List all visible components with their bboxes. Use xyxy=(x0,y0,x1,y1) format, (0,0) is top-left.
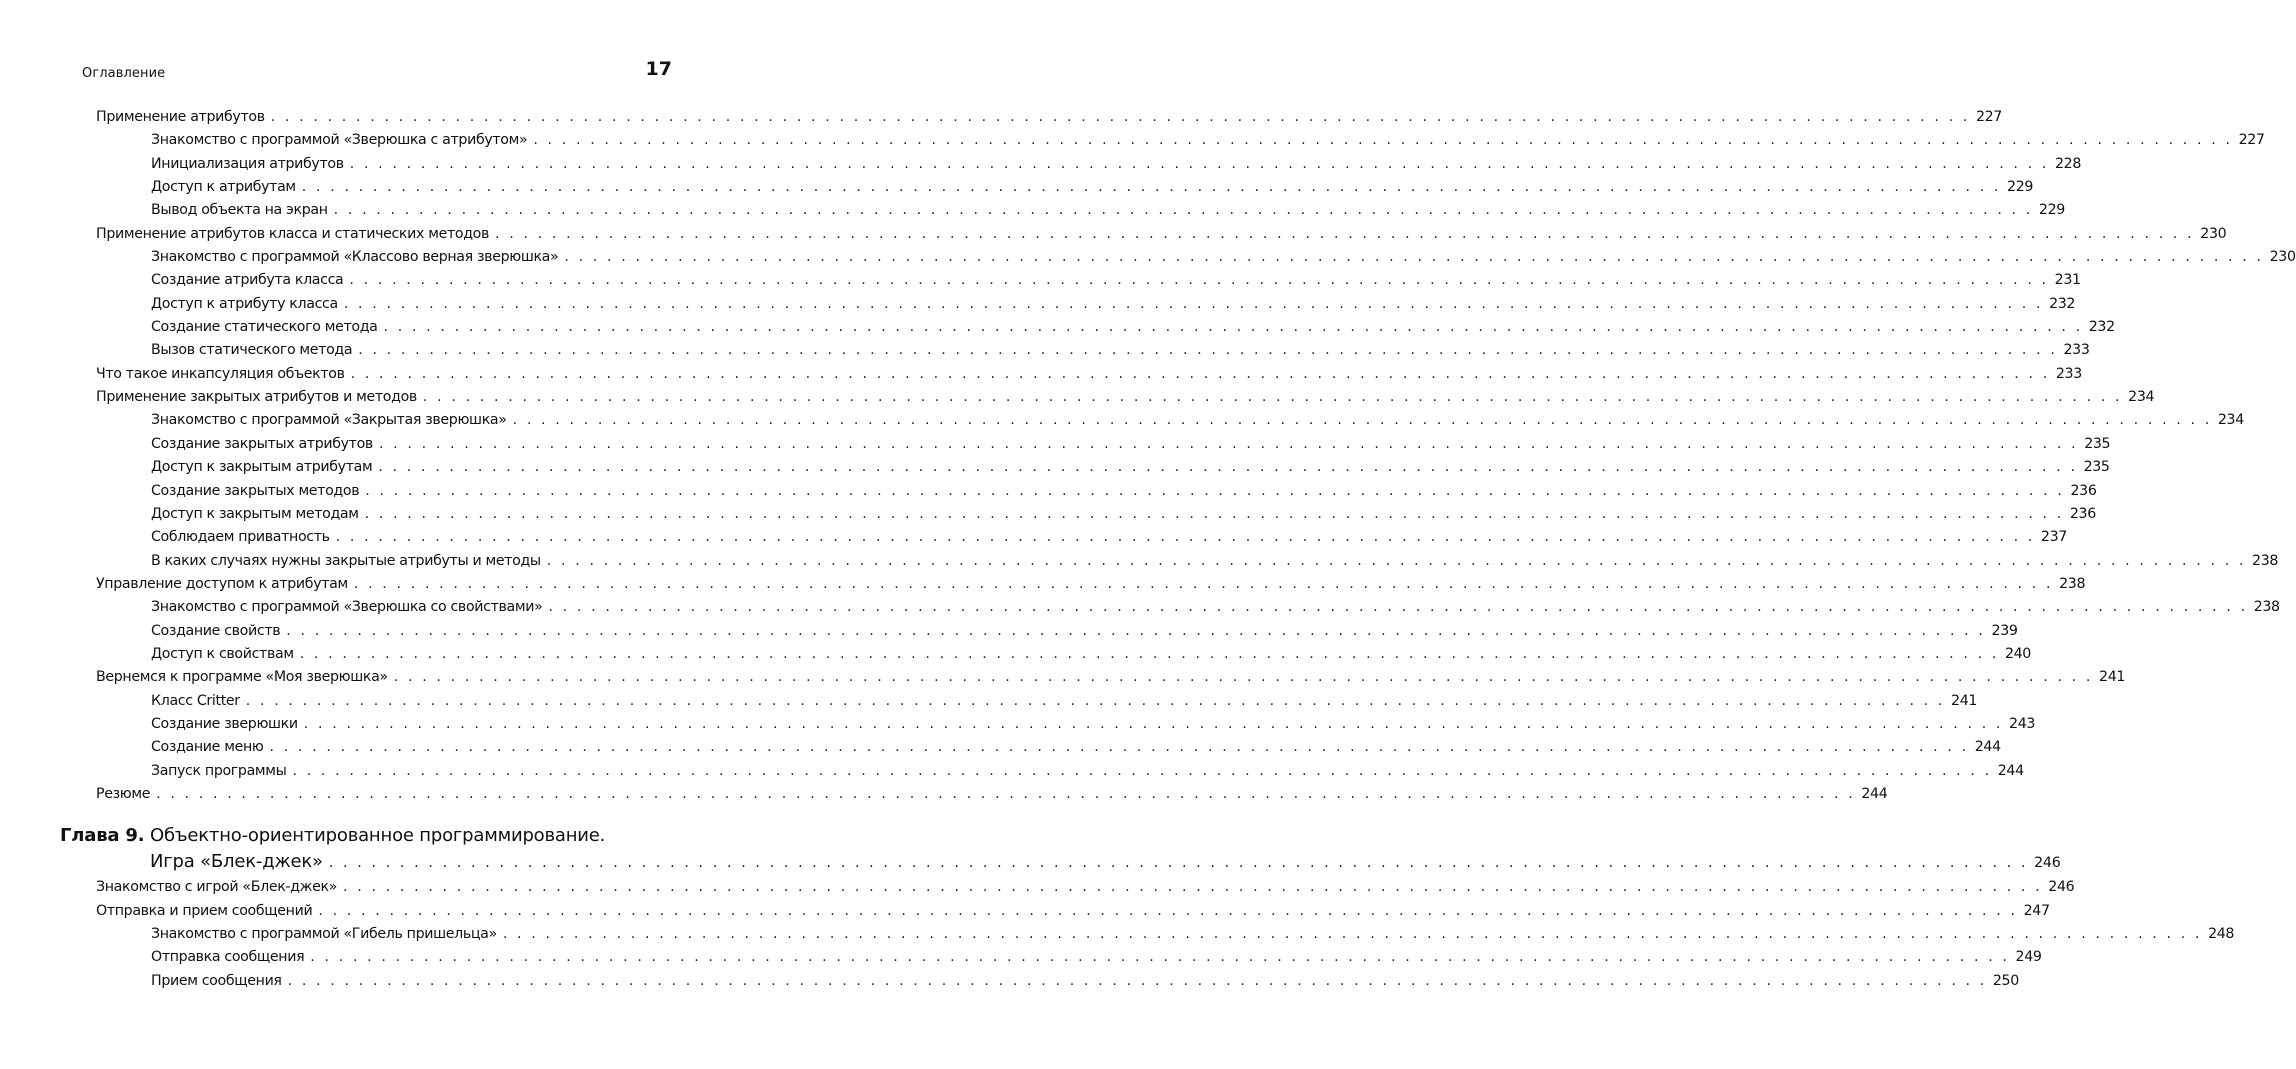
chapter-page: 246 xyxy=(2034,855,2061,872)
leader-dots: . . . . . . . . . . . . . . . . . . . . . . . . . . . . . . . . . . . . . . . . . . . . . . . . . . . . . . . . . . . . . . . . . . . . . . . . . . . . . . . . . . . . . . . . . . . . . . . . . . . . . . . . . . . . . . . . . . . . . . . . xyxy=(422,389,2123,406)
toc-entry-page: 250 xyxy=(1992,972,2019,989)
toc-entry-title: Доступ к закрытым методам xyxy=(151,505,359,522)
toc-entry-page: 231 xyxy=(2054,272,2081,289)
leader-dots: . . . . . . . . . . . . . . . . . . . . . . . . . . . . . . . . . . . . . . . . . . . . . . . . . . . . . . . . . . . . . . . . . . . . . . . . . . . . . . . . . . . . . . . . . . . . . . . . . . . . . . . . . . . . . . . . . . . . . . . . xyxy=(156,785,1856,802)
toc-entry-title: Знакомство с программой «Классово верная зверюшка» xyxy=(151,249,559,266)
leader-dots: . . . . . . . . . . . . . . . . . . . . . . . . . . . . . . . . . . . . . . . . . . . . . . . . . . . . . . . . . . . . . . . . . . . . . . . . . . . . . . . . . . . . . . . . . . . . . . . . . . . . . . . . . . . . . . . . . . . . . . . . xyxy=(349,155,2049,172)
leader-dots: . . . . . . . . . . . . . . . . . . . . . . . . . . . . . . . . . . . . . . . . . . . . . . . . . . . . . . . . . . . . . . . . . . . . . . . . . . . . . . . . . . . . . . . . . . . . . . . . . . . . . . . . . . . . . . . . . . . . . . . . xyxy=(303,715,2004,732)
toc-group-chapter-9 xyxy=(0,879,2235,996)
leader-dots: . . . . . . . . . . . . . . . . . . . . . . . . . . . . . . . . . . . . . . . . . . . . . . . . . . . . . . . . . . . . . . . . . . . . . . . . . . . . . . . . . . . . . . . . . . . . . . . . . . . . . . . . . . . . . . . . . . . . . . . . xyxy=(349,272,2049,289)
toc-entry-title: Вызов статического метода xyxy=(151,342,353,359)
toc-subsection-entry[interactable] xyxy=(151,295,2076,319)
leader-dots: . . . . . . . . . . . . . . . . . . . . . . . . . . . . . . . . . . . . . . . . . . . . . . . . . . . . . . . . . . . . . . . . . . . . . . . . . . . . . . . . . . . . . . . . . . . . . . . . . . . . . . . . . . . . . . . . . . . . . . . . xyxy=(546,552,2247,569)
leader-dots: . . . . . . . . . . . . . . . . . . . . . . . . . . . . . . . . . . . . . . . . . . . . . . . . . . . . . . . . . . . . . . . . . . . . . . . . . . . . . . . . . . . . . . . . . . . . . . . . . . . . . . . . . . . . . . . . . . . . . . . . xyxy=(335,529,2035,546)
toc-entry-title: Запуск программы xyxy=(151,762,287,779)
toc-entry-title: Создание зверюшки xyxy=(151,715,298,732)
toc-entry-page: 248 xyxy=(2208,926,2235,942)
toc-subsection-entry[interactable] xyxy=(151,762,2024,786)
page-number: 17 xyxy=(645,58,672,80)
leader-dots: . . . . . . . . . . . . . . . . . . . . . . . . . . . . . . . . . . . . . . . . . . . . . . . . . . . . . . . . . . . . . . . . . . . . . . . . . . . . . . . . . . . . . . . . . . . . . . . . . . . . . . . . . . . . . . . . . . . . . . . . xyxy=(310,949,2010,966)
chapter-number: Глава 9. xyxy=(60,825,145,847)
leader-dots: . . . . . . . . . . . . . . . . . . . . . . . . . . . . . . . . . . . . . . . . . . . . . . . . . . . . . . . . . . . . . . . . . . . . . . . . . . . . . . . . . . . . . . . . . . . . . . . . . . . . . . . . . . . . . . . . . . . . . . . . xyxy=(495,225,2195,242)
toc-entry-page: 244 xyxy=(1997,762,2024,779)
toc-subsection-entry[interactable] xyxy=(151,692,1978,716)
toc-entry-title: Доступ к свойствам xyxy=(151,645,294,662)
toc-subsection-entry[interactable] xyxy=(151,739,2001,762)
leader-dots: . . . . . . . . . . . . . . . . . . . . . . . . . . . . . . . . . . . . . . . . . . . . . . . . . . . . . . . . . . . . . . . . . . . . . . . . . . . . . . . . . . . . . . . . . . . . . . . . . . . . . . . . . . . . . . . . . . . . . . . . xyxy=(292,762,1992,779)
toc-entry-page: 243 xyxy=(2009,715,2036,732)
toc-entry-page: 246 xyxy=(2048,879,2075,896)
toc-entry-title: Создание закрытых атрибутов xyxy=(151,435,373,452)
toc-entry-page: 228 xyxy=(2054,155,2081,172)
leader-dots: . . . . . . . . . . . . . . . . . . . . . . . . . . . . . . . . . . . . . . . . . . . . . . . . . . . . . . . . . . . . . . . . . . . . . . . . . . . . . . . . . . . . . . . . . . . . . . . . . . . . . . . . . . . . . . . . . . . . . . . . xyxy=(343,295,2044,312)
chapter-title-line1: Объектно-ориентированное программирование. xyxy=(150,825,606,847)
toc-entry-page: 229 xyxy=(2038,202,2065,219)
toc-entry-page: 229 xyxy=(2007,179,2034,196)
toc-entry-page: 241 xyxy=(2099,669,2126,686)
leader-dots: . . . . . . . . . . . . . . . . . . . . . . . . . . . . . . . . . . . . . . . . . . . . . . . . . . . . . . . . . . . . . . . . . . . . . . . . . . . . . . . . . . . . . . . . . . . . . . . . . . . . . . . . . . . . . . . . . . . . . . . . xyxy=(393,669,2094,686)
leader-dots: . . . . . . . . . . . . . . . . . . . . . . . . . . . . . . . . . . . . . . . . . . . . . . . . . . . . . . . . . . . . . . . . . . . . . . . . . . . . . . . . . . . . . . . . . . . . . . . . . . . . . . . . . . . . . . . . . . . . . . . . xyxy=(270,109,1970,125)
chapter-title-line2: Игра «Блек-джек» xyxy=(150,851,323,873)
leader-dots: . . . . . . . . . . . . . . . . . . . . . . . . . . . . . . . . . . . . . . . . . . . . . . . . . . . . . . . . . . . . . . . . . . . . . . . . . . . . . . . . . . . . . . . . . . . . . . . . . . . . . . . . . . . . . . . . . . . . . . . . xyxy=(378,459,2078,476)
toc-entry-title: Управление доступом к атрибутам xyxy=(96,575,348,592)
toc-subsection-entry[interactable] xyxy=(151,179,2034,202)
toc-entry-title: Применение атрибутов класса и статических методов xyxy=(96,225,490,242)
toc-entry-title: Создание закрытых методов xyxy=(151,482,360,499)
toc-entry-title: Знакомство с программой «Зверюшка со свойствами» xyxy=(151,599,543,616)
toc-section-entry[interactable] xyxy=(96,902,2050,926)
leader-dots: . . . . . . . . . . . . . . . . . . . . . . . . . . . . . . . . . . . . . . . . . . . . . . . . . . . . . . . . . . . . . . . . . . . . . . . . . . . . . . . . . . . . . . . . . . . . . . . . . . . . . . . . . . . . . . . . . . . . . . . . xyxy=(564,249,2264,266)
toc-entry-title: Доступ к атрибутам xyxy=(151,179,296,196)
leader-dots: . . . . . . . . . . . . . . . . . . . . . . . . . . . . . . . . . . . . . . . . . . . . . . . . . . . . . . . . . . . . . . . . . . . . . . . . . . . . . . . . . . . . . . . . . . . . . . . . . . . . . . . . . . . . . . . . . . . . . . . . xyxy=(364,505,2064,522)
leader-dots: . . . . . . . . . . . . . . . . . . . . . . . . . . . . . . . . . . . . . . . . . . . . . . . . . . . . . . . . . . . . . . . . . . . . . . . . . . . . . . . . . . . . . . . . . . . . . . . . . . . . . . . . . . . . . . . . . . . . . . . . xyxy=(548,599,2248,616)
leader-dots: . . . . . . . . . . . . . . . . . . . . . . . . . . . . . . . . . . . . . . . . . . . . . . . . . . . . . . . . . . . . . . . . . . . . . . . . . . . . . . . . . . . . . . . . . . . . . . . . . . . . . . . . . . . . . . . . . . . . . . . . xyxy=(301,179,2002,196)
toc-subsection-entry[interactable] xyxy=(151,972,2019,996)
toc-subsection-entry[interactable] xyxy=(151,949,2042,972)
toc-subsection-entry[interactable] xyxy=(151,319,2115,342)
leader-dots: . . . . . . . . . . . . . . . . . . . . . . . . . . . . . . . . . . . . . . . . . . . . . . . . . . . . . . . . . . . . . . . . . . . . . . . . . . . . . . . . . . . . . . . . . . . . . . . . . . . . . . . . . . . . . . . . . . . . . . . . xyxy=(358,342,2058,359)
toc-entry-page: 244 xyxy=(1861,785,1888,802)
toc-entry-title: Инициализация атрибутов xyxy=(151,155,344,172)
leader-dots: . . . . . . . . . . . . . . . . . . . . . . . . . . . . . . . . . . . . . . . . . . . . . . . . . . . . . . . . . . . . . . . . . . . . . . . . . . . . . . . . . . . . . . . . . . . . . . . . . . . . . . . . . . . . . . . . . . . . . . . . xyxy=(378,435,2079,452)
toc-entry-title: Отправка и прием сообщений xyxy=(96,902,313,919)
toc-entry-title: Создание меню xyxy=(151,739,264,756)
toc-subsection-entry[interactable] xyxy=(151,412,2244,435)
toc-subsection-entry[interactable] xyxy=(151,249,2296,272)
toc-entry-page: 247 xyxy=(2023,902,2050,919)
toc-entry-page: 235 xyxy=(2084,435,2111,452)
toc-entry-title: Что такое инкапсуляция объектов xyxy=(96,365,345,382)
leader-dots: . . . . . . . . . . . . . . . . . . . . . . . . . . . . . . . . . . . . . . . . . . . . . . . . . . . . . . . . . . . . . . . . . . . . . . . . . . . . . . . . . . . . . . . . . . . . . . . . . . . . . . . . . . . . . . . . . . . . . . . . xyxy=(269,739,1969,756)
table-of-contents xyxy=(0,109,2296,996)
chapter-heading[interactable] xyxy=(60,825,2061,877)
toc-subsection-entry[interactable] xyxy=(151,599,2280,622)
toc-entry-title: Знакомство с программой «Зверюшка с атрибутом» xyxy=(151,132,528,149)
toc-entry-page: 235 xyxy=(2083,459,2110,476)
toc-entry-title: Прием сообщения xyxy=(151,972,282,989)
toc-subsection-entry[interactable] xyxy=(151,926,2235,949)
toc-section-entry[interactable] xyxy=(96,109,2002,132)
toc-subsection-entry[interactable] xyxy=(151,482,2097,506)
leader-dots: . . . . . . . . . . . . . . . . . . . . . . . . . . . . . . . . . . . . . . . . . . . . . . . . . . . . . . . . . . . . . . . . . . . . . . . . . . . . . . . . . . . . . . . . . . . . . . . . . . . . . . . . . . . . . . . . . . . . . . . . xyxy=(350,365,2050,382)
toc-entry-title: Отправка сообщения xyxy=(151,949,305,966)
toc-subsection-entry[interactable] xyxy=(151,435,2111,459)
toc-section-entry[interactable] xyxy=(96,785,1888,809)
toc-entry-title: В каких случаях нужны закрытые атрибуты и методы xyxy=(151,552,541,569)
toc-entry-page: 230 xyxy=(2269,249,2296,266)
toc-entry-title: Вернемся к программе «Моя зверюшка» xyxy=(96,669,388,686)
toc-subsection-entry[interactable] xyxy=(151,459,2110,482)
leader-dots: . . . . . . . . . . . . . . . . . . . . . . . . . . . . . . . . . . . . . . . . . . . . . . . . . . . . . . . . . . . . . . . . . . . . . . . . . . . . . . . . . . . . . . . . . . . . . . . . . . . . . . . . . . . . . . . . . . . . . . . . xyxy=(512,412,2212,429)
leader-dots: . . . . . . . . . . . . . . . . . . . . . . . . . . . . . . . . . . . . . . . . . . . . . . . . . . . . . . . . . . . . . . . . . . . . . . . . . . . . . . . . . . . . . . . . . . . . . . . . . . . . . . . . . . . . . . . . . . . . . . . . xyxy=(365,482,2065,499)
toc-entry-page: 227 xyxy=(1975,109,2002,125)
toc-subsection-entry[interactable] xyxy=(151,342,2090,365)
toc-section-entry[interactable] xyxy=(96,879,2075,902)
toc-entry-title: Знакомство с игрой «Блек-джек» xyxy=(96,879,338,896)
leader-dots: . . . . . . . . . . . . . . . . . . . . . . . . . . . . . . . . . . . . . . . . . . . . . . . . . . . . . . . . . . . . . . . . . . . . . . . . . . . . . . . . . . . . . . . . . . . . . . . . . . . . . . . . . . . . . . . . . . . . . . . . xyxy=(299,645,1999,662)
toc-entry-page: 234 xyxy=(2128,389,2155,406)
toc-entry-page: 240 xyxy=(2004,645,2031,662)
toc-entry-page: 238 xyxy=(2059,575,2086,592)
toc-entry-title: Вывод объекта на экран xyxy=(151,202,328,219)
toc-section-entry[interactable] xyxy=(96,225,2227,249)
toc-entry-title: Создание атрибута класса xyxy=(151,272,344,289)
toc-entry-title: Резюме xyxy=(96,785,151,802)
toc-entry-page: 232 xyxy=(2088,319,2115,336)
toc-subsection-entry[interactable] xyxy=(151,272,2081,295)
toc-entry-page: 239 xyxy=(1991,622,2018,639)
toc-subsection-entry[interactable] xyxy=(151,715,2036,739)
toc-entry-title: Применение атрибутов xyxy=(96,109,265,125)
toc-entry-title: Знакомство с программой «Закрытая зверюшка» xyxy=(151,412,507,429)
toc-entry-page: 238 xyxy=(2253,599,2280,616)
toc-entry-page: 236 xyxy=(2070,482,2097,499)
leader-dots: . . . . . . . . . . . . . . . . . . . . . . . . . . . . . . . . . . . . . . . . . . . . . . . . . . . . . . . . . . . . . . . . . . . . . . . . . . . . . . . . . . . . . . . . . . . . . . . . . . . . . . . . . . . . . . . . . . . . . . . . xyxy=(533,132,2233,149)
toc-entry-title: Создание свойств xyxy=(151,622,281,639)
leader-dots: . . . . . . . . . . . . . . . . . . . . . . . . . . . . . . . . . . . . . . . . . . . . . . . . . . . . . . . . . . . . . . . . . . . . . . . . . . . . . . . . . . . . . . . . . . . . . . . . . . . . . . . . . . . . . . . . . . . . . . . . xyxy=(343,879,2043,896)
toc-subsection-entry[interactable] xyxy=(151,202,2065,225)
toc-entry-title: Соблюдаем приватность xyxy=(151,529,330,546)
toc-entry-page: 232 xyxy=(2049,295,2076,312)
toc-section-entry[interactable] xyxy=(96,365,2082,389)
toc-entry-page: 244 xyxy=(1974,739,2001,756)
leader-dots: . . . . . . . . . . . . . . . . . . . . . . . . . . . . . . . . . . . . . . . . . . . . . . . . . . . . . . . . . . . . . . . . . . . . . . . . . . . . . . . . . . . . . . . . . . . . . . . . . . . . . . . . . . . . . . . . . . . . . . . . xyxy=(286,622,1986,639)
toc-entry-title: Применение закрытых атрибутов и методов xyxy=(96,389,417,406)
leader-dots: . . . . . . . . . . . . . . . . . . . . . . . . . . . . . . . . . . . . . . . . . . . . . . . . . . . . . . . . . . . . . . . . . . . . . . . . . . . . . . . . . . . . . . . . . . . . . . . . . . . . . . . . . . . . . . . . . . . . . . . . xyxy=(287,972,1987,989)
toc-entry-page: 227 xyxy=(2238,132,2265,149)
toc-entry-title: Доступ к атрибуту класса xyxy=(151,295,338,312)
toc-subsection-entry[interactable] xyxy=(151,622,2018,646)
toc-group-chapter-8 xyxy=(0,109,2296,809)
toc-subsection-entry[interactable] xyxy=(151,132,2265,155)
leader-dots: . . . . . . . . . . . . . . . . . . . . . . . . . . . . . . . . . . . . . . . . . . . . . . . . . . . . . . . . . . . . . . . . . . . . . . . . . . . . . . . . . . . . . . . . . . . . . . . . . . . . . . . . . . . . . . . . . . . . . . . . xyxy=(353,575,2054,592)
leader-dots: . . . . . . . . . . . . . . . . . . . . . . . . . . . . . . . . . . . . . . . . . . . . . . . . . . . . . . . . . . . . . . . . . . . . . . . . . . . . . . . . . . . . . . . . . . . . . . . . . . . . . . . . . . . . . . . . . . . . . . . . xyxy=(318,902,2018,919)
toc-entry-page: 236 xyxy=(2069,505,2096,522)
toc-section-entry[interactable] xyxy=(96,669,2126,692)
toc-entry-title: Доступ к закрытым атрибутам xyxy=(151,459,373,476)
toc-subsection-entry[interactable] xyxy=(151,505,2096,529)
toc-entry-title: Класс Critter xyxy=(151,692,240,709)
toc-subsection-entry[interactable] xyxy=(151,552,2279,576)
toc-subsection-entry[interactable] xyxy=(151,155,2081,179)
toc-entry-page: 233 xyxy=(2055,365,2082,382)
toc-entry-page: 233 xyxy=(2063,342,2090,359)
toc-entry-page: 237 xyxy=(2040,529,2067,546)
toc-entry-page: 234 xyxy=(2217,412,2244,429)
running-header-section: Оглавление xyxy=(82,66,166,81)
toc-section-entry[interactable] xyxy=(96,389,2155,412)
toc-entry-page: 230 xyxy=(2200,225,2227,242)
toc-subsection-entry[interactable] xyxy=(151,645,2031,669)
toc-section-entry[interactable] xyxy=(96,575,2086,599)
leader-dots: . . . . . . . . . . . . . . . . . . . . . . . . . . . . . . . . . . . . . . . . . . . . . . . . . . . . . . . . . . . . . . . . . . . . . . . . . . . . . . . . . . . . . . . . . . . . . . . . . . . . . . . . . . . . . . . . . . . . . . . . xyxy=(245,692,1946,709)
leader-dots: . . . . . . . . . . . . . . . . . . . . . . . . . . . . . . . . . . . . . . . . . . . . . . . . . . . . . . . . . . . . . . . . . . . . . . . . . . . . . . . . . . . . . . . . . . . . . . . . . . . . . . . . . . . . . . . . . . . . . . . . xyxy=(502,926,2203,942)
toc-entry-page: 238 xyxy=(2252,552,2279,569)
leader-dots: . . . . . . . . . . . . . . . . . . . . . . . . . . . . . . . . . . . . . . . . . . . . . . . . . . . . . . . . . . . . . . . . . . . . . . . . . . . . . . . . . . . . . . . . . . . . . . . . . . . . . . . . . . . . . . . . . . . . . . . . xyxy=(383,319,2083,336)
leader-dots: . . . . . . . . . . . . . . . . . . . . . . . . . . . . . . . . . . . . . . . . . . . . . . . . . . . . . . . . . . . . . . . . . . . . . . . . . . . . . . . . . . . . . . . . . . . . . . . . . . . . . . . . . . . . . . . . . . . . . . . . xyxy=(333,202,2033,219)
toc-entry-title: Знакомство с программой «Гибель пришельца» xyxy=(151,926,497,942)
leader-dots: . . . . . . . . . . . . . . . . . . . . . . . . . . . . . . . . . . . . . . . . . . . . . . . . . . . . . . . . . . . . . . . . . . . . . . . . . . . . . . . . . . . . . . . . . . . . . . . . . . . . . . . . . . . . . . . . . . . . . . . . xyxy=(328,855,2029,872)
toc-entry-title: Создание статического метода xyxy=(151,319,378,336)
toc-entry-page: 249 xyxy=(2015,949,2042,966)
toc-entry-page: 241 xyxy=(1951,692,1978,709)
toc-subsection-entry[interactable] xyxy=(151,529,2067,552)
